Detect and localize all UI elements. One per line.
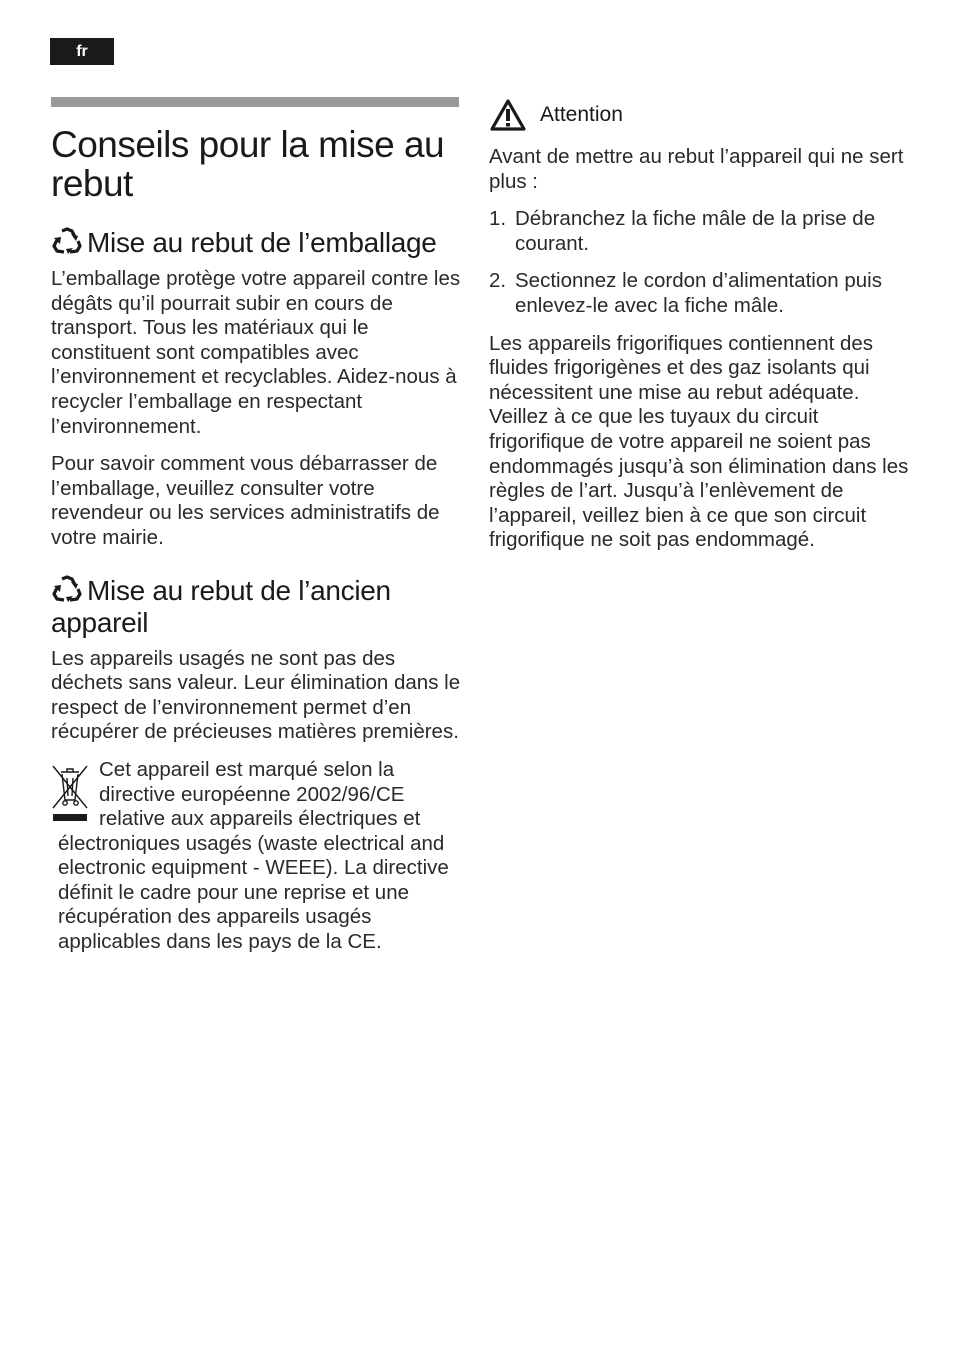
recycle-icon xyxy=(51,575,83,603)
heading-packaging-text: Mise au rebut de l’emballage xyxy=(87,227,437,258)
heading-old-appliance-disposal xyxy=(51,575,461,639)
disposal-steps-list xyxy=(489,207,909,318)
weee-notice xyxy=(51,758,461,955)
heading-old-appliance-text: Mise au rebut de l’ancien appareil xyxy=(51,574,391,638)
attention-header xyxy=(489,95,909,135)
recycle-icon xyxy=(51,227,83,255)
language-badge: fr xyxy=(50,38,114,65)
left-column xyxy=(51,97,461,955)
attention-label: Attention xyxy=(540,103,623,126)
disposal-step xyxy=(489,269,909,318)
step-text: Débranchez la fiche mâle de la prise de courant. xyxy=(515,207,876,255)
weee-line-1: Cet appareil est marqué selon la xyxy=(99,757,395,781)
warning-triangle-icon xyxy=(489,98,527,132)
packaging-paragraph-1: L’emballage protège votre appareil contre les dégâts qu’il pourrait subir en cours de transport. Tous les matériaux qui le constituent sont compatibles avec l’environnement et recyclables. Aidez-nous à recycler l’emballage en respectant l’environnement. xyxy=(51,267,461,438)
packaging-paragraph-2: Pour savoir comment vous débarrasser de l’emballage, veuillez consulter votre revendeur ou les services administratifs de votre mairie. xyxy=(51,452,440,549)
weee-line-3: relative aux appareils électriques et xyxy=(99,807,421,831)
attention-intro: Avant de mettre au rebut l’appareil qui ne sert plus : xyxy=(489,145,904,193)
step-number: 1. xyxy=(489,207,507,231)
right-column xyxy=(489,97,909,553)
disposal-step xyxy=(489,207,909,256)
weee-continuation: électroniques usagés (waste electrical and electronic equipment - WEEE). La directive définit le cadre pour une reprise et une récupération des appareils usagés applicables dans les pays de la CE. xyxy=(58,831,449,954)
crossed-bin-icon xyxy=(51,760,89,822)
step-text: Sectionnez le cordon d’alimentation puis enlevez-le avec la fiche mâle. xyxy=(515,269,882,317)
step-number: 2. xyxy=(489,269,507,293)
title-rule xyxy=(51,97,459,107)
attention-closing-paragraph: Les appareils frigorifiques contiennent des fluides frigorigènes et des gaz isolants qui nécessitent une mise au rebut adéquate. Veillez à ce que les tuyaux du circuit frigorifique de votre appareil ne soient pas endommagés jusqu’à son élimination dans les règles de l’art. Jusqu’à l’enlèvement de l’appareil, veillez bien à ce que son circuit frigorifique ne soit pas endommagé. xyxy=(489,331,909,552)
old-appliance-paragraph: Les appareils usagés ne sont pas des déchets sans valeur. Leur élimination dans le respect de l’environnement permet d’en récupérer de précieuses matières premières. xyxy=(51,646,461,744)
weee-line-2: directive européenne 2002/96/CE xyxy=(99,782,405,806)
heading-packaging-disposal xyxy=(51,227,461,259)
page-title: Conseils pour la mise au rebut xyxy=(51,124,445,204)
